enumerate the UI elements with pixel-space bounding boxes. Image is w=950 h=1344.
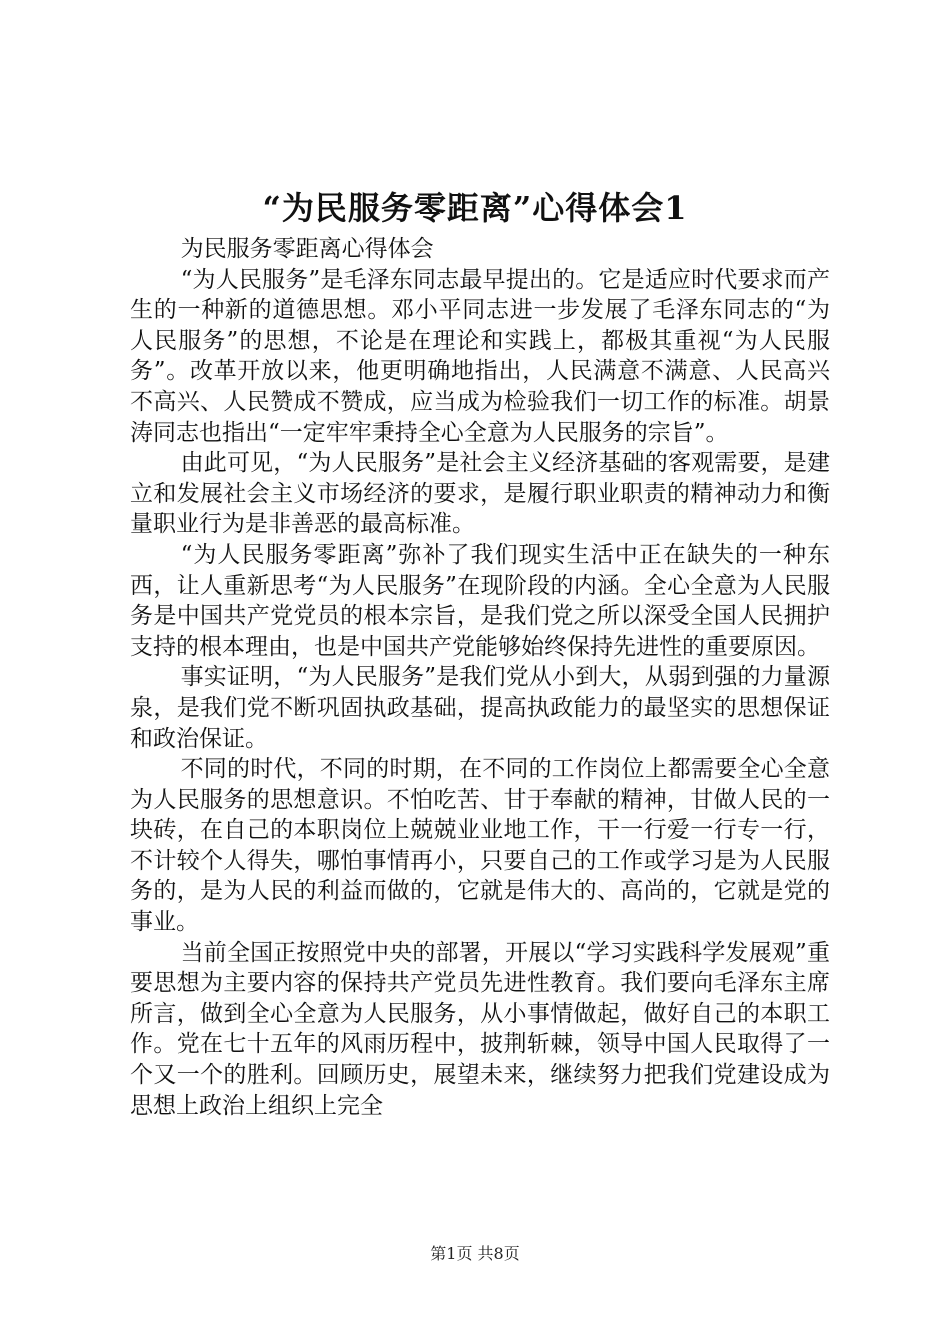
paragraph: 事实证明，“为人民服务”是我们党从小到大，从弱到强的力量源泉，是我们党不断巩固执政基础，提高执政能力的最坚实的思想保证和政治保证。 <box>130 664 830 752</box>
paragraph: 由此可见，“为人民服务”是社会主义经济基础的客观需要，是建立和发展社会主义市场经济的要求，是履行职业职责的精神动力和衡量职业行为是非善恶的最高标准。 <box>130 450 830 538</box>
paragraph: 不同的时代，不同的时期，在不同的工作岗位上都需要全心全意为人民服务的思想意识。不怕吃苦、甘于奉献的精神，甘做人民的一块砖，在自己的本职岗位上兢兢业业地工作，干一行爱一行专一行，不计较个人得失，哪怕事情再小，只要自己的工作或学习是为人民服务的，是为人民的利益而做的，它就是伟大的、高尚的，它就是党的事业。 <box>130 756 830 936</box>
page-footer: 第1页 共8页 <box>430 1244 520 1263</box>
paragraph: “为人民服务零距离”弥补了我们现实生活中正在缺失的一种东西，让人重新思考“为人民服务”在现阶段的内涵。全心全意为人民服务是中国共产党党员的根本宗旨，是我们党之所以深受全国人民拥护支持的根本理由，也是中国共产党能够始终保持先进性的重要原因。 <box>130 541 830 660</box>
paragraph-subtitle: 为民服务零距离心得体会 <box>180 236 434 262</box>
document-body <box>130 234 830 1121</box>
paragraph: “为人民服务”是毛泽东同志最早提出的。它是适应时代要求而产生的一种新的道德思想。邓小平同志进一步发展了毛泽东同志的“为人民服务”的思想，不论是在理论和实践上，都极其重视“为人民服务”。改革开放以来，他更明确地指出，人民满意不满意、人民高兴不高兴、人民赞成不赞成，应当成为检验我们一切工作的标准。胡景涛同志也指出“一定牢牢秉持全心全意为人民服务的宗旨”。 <box>130 266 830 446</box>
paragraph: 当前全国正按照党中央的部署，开展以“学习实践科学发展观”重要思想为主要内容的保持共产党员先进性教育。我们要向毛泽东主席所言，做到全心全意为人民服务，从小事情做起，做好自己的本职工作。党在七十五年的风雨历程中，披荆斩棘，领导中国人民取得了一个又一个的胜利。回顾历史，展望未来，继续努力把我们党建设成为思想上政治上组织上完全 <box>130 939 830 1119</box>
document-title: “为民服务零距离”心得体会1 <box>262 189 688 227</box>
